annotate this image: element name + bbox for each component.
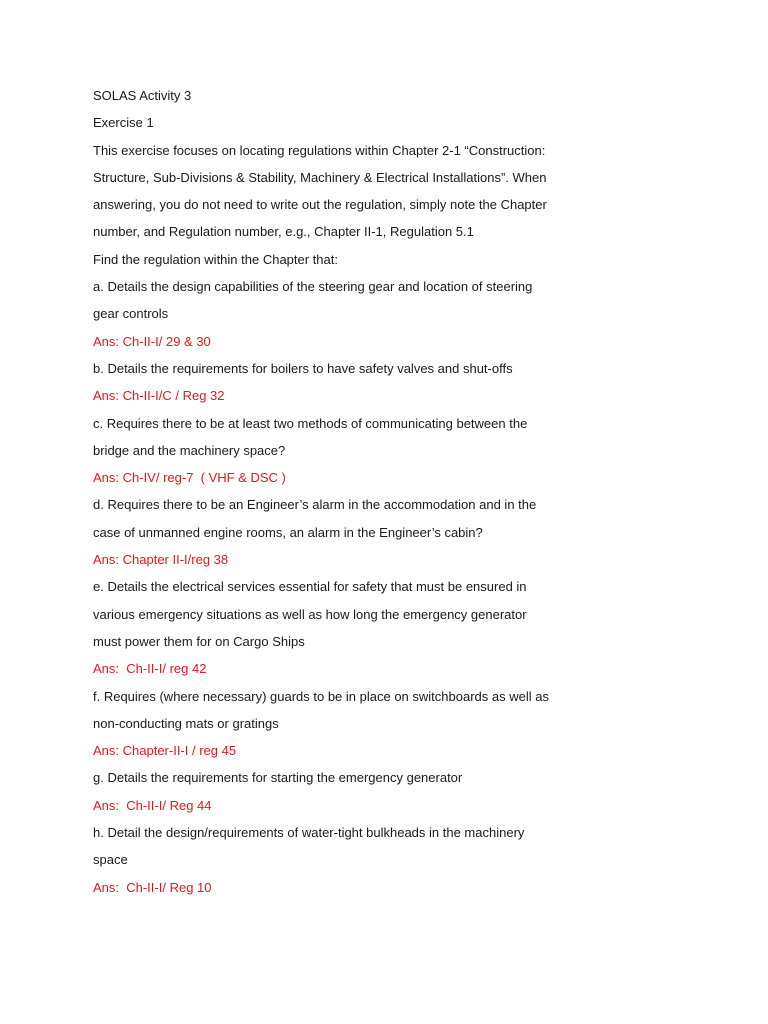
- question-e-line: various emergency situations as well as how long the emergency generator: [93, 606, 527, 622]
- question-e-line: e. Details the electrical services essential for safety that must be ensured in: [93, 579, 527, 595]
- intro-line: Structure, Sub-Divisions & Stability, Machinery & Electrical Installations”. When: [93, 169, 547, 185]
- question-d-line: case of unmanned engine rooms, an alarm in the Engineer’s cabin?: [93, 524, 483, 540]
- answer-c: Ans: Ch-IV/ reg-7 ( VHF & DSC ): [93, 470, 286, 486]
- question-h-line: space: [93, 852, 128, 868]
- document-title: SOLAS Activity 3: [93, 88, 192, 103]
- intro-line: answering, you do not need to write out the regulation, simply note the Chapter: [93, 197, 547, 213]
- answer-g: Ans: Ch-II-I/ Reg 44: [93, 797, 212, 813]
- question-e-line: must power them for on Cargo Ships: [93, 633, 305, 649]
- exercise-heading: Exercise 1: [93, 115, 154, 131]
- question-a-line: gear controls: [93, 306, 169, 322]
- answer-e: Ans: Ch-II-I/ reg 42: [93, 661, 207, 677]
- prompt-line: Find the regulation within the Chapter that:: [93, 251, 338, 267]
- answer-b: Ans: Ch-II-I/C / Reg 32: [93, 388, 225, 404]
- answer-f: Ans: Chapter-II-I / reg 45: [93, 743, 237, 759]
- intro-line: This exercise focuses on locating regulations within Chapter 2-1 “Construction:: [93, 142, 546, 158]
- document-page: [93, 82, 573, 901]
- question-b-line: b. Details the requirements for boilers to have safety valves and shut-offs: [93, 360, 513, 376]
- question-d-line: d. Requires there to be an Engineer’s alarm in the accommodation and in the: [93, 497, 537, 513]
- question-g-line: g. Details the requirements for starting the emergency generator: [93, 770, 463, 786]
- answer-a: Ans: Ch-II-I/ 29 & 30: [93, 333, 211, 349]
- question-f-line: non-conducting mats or gratings: [93, 715, 279, 731]
- question-c-line: c. Requires there to be at least two methods of communicating between the: [93, 415, 528, 431]
- question-f-line: f. Requires (where necessary) guards to be in place on switchboards as well as: [93, 688, 549, 704]
- answer-h: Ans: Ch-II-I/ Reg 10: [93, 879, 212, 895]
- question-h-line: h. Detail the design/requirements of water-tight bulkheads in the machinery: [93, 825, 525, 841]
- intro-line: number, and Regulation number, e.g., Chapter II-1, Regulation 5.1: [93, 224, 474, 240]
- question-c-line: bridge and the machinery space?: [93, 442, 286, 458]
- answer-d: Ans: Chapter II-I/reg 38: [93, 552, 229, 568]
- question-a-line: a. Details the design capabilities of the steering gear and location of steering: [93, 279, 533, 295]
